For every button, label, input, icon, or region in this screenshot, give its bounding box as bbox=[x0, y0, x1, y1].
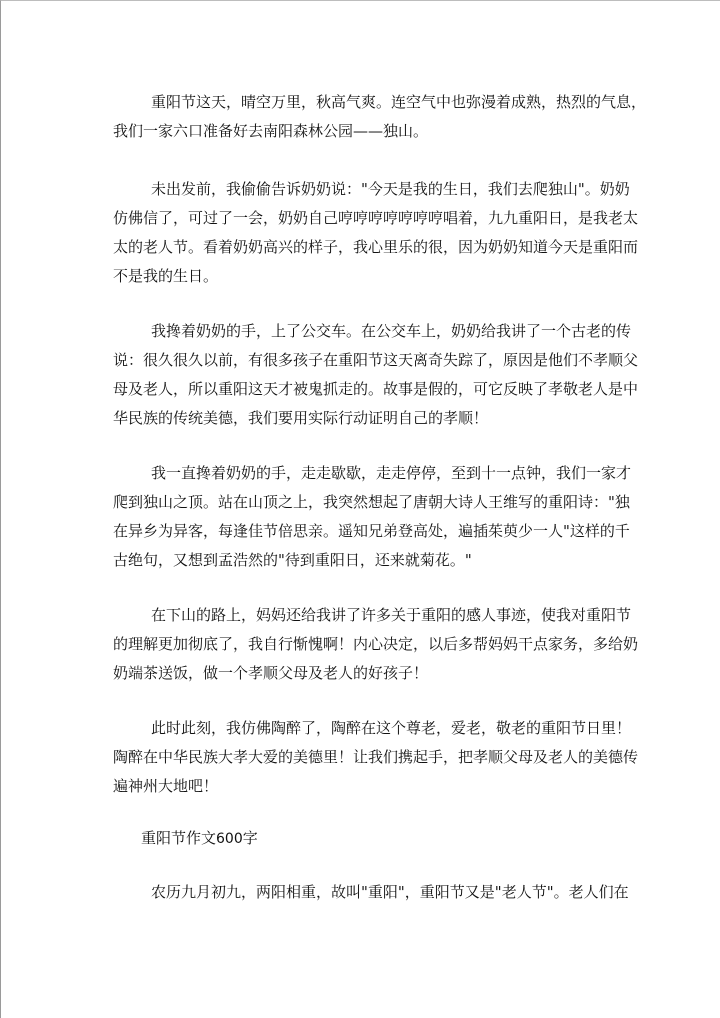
paragraph-line: 我搀着奶奶的手，上了公交车。在公交车上，奶奶给我讲了一个古老的传 bbox=[151, 322, 632, 340]
paragraph-line: 华民族的传统美德，我们要用实际行动证明自己的孝顺！ bbox=[113, 409, 489, 427]
paragraph-4 bbox=[113, 459, 632, 575]
paragraph-3 bbox=[113, 317, 639, 433]
paragraph-6 bbox=[113, 714, 639, 801]
paragraph-1 bbox=[113, 88, 647, 146]
heading-number: 600 bbox=[216, 831, 243, 847]
section-heading bbox=[141, 827, 258, 850]
paragraph-line: 母及老人，所以重阳这天才被鬼抓走的。故事是假的，可它反映了孝敬老人是中 bbox=[113, 380, 639, 398]
paragraph-line: 在下山的路上，妈妈还给我讲了许多关于重阳的感人事迹，使我对重阳节 bbox=[151, 606, 632, 624]
paragraph-line: 重阳节这天，晴空万里，秋高气爽。连空气中也弥漫着成熟，热烈的气息， bbox=[151, 93, 647, 111]
paragraph-2 bbox=[113, 175, 639, 291]
paragraph-5 bbox=[113, 601, 639, 688]
heading-suffix: 字 bbox=[242, 829, 258, 847]
paragraph-line: 爬到独山之顶。站在山顶之上，我突然想起了唐朝大诗人王维写的重阳诗："独 bbox=[113, 493, 630, 511]
paragraph-line: 说：很久很久以前，有很多孩子在重阳节这天离奇失踪了，原因是他们不孝顺父 bbox=[113, 351, 639, 369]
heading-prefix: 重阳节作文 bbox=[141, 829, 217, 847]
paragraph-line: 此时此刻，我仿佛陶醉了，陶醉在这个尊老，爱老，敬老的重阳节日里！ bbox=[151, 719, 632, 737]
paragraph-7 bbox=[113, 878, 629, 907]
paragraph-line: 我们一家六口准备好去南阳森林公园——独山。 bbox=[113, 122, 429, 140]
paragraph-line: 太的老人节。看着奶奶高兴的样子，我心里乐的很，因为奶奶知道今天是重阳而 bbox=[113, 238, 639, 256]
paragraph-line: 奶端茶送饭，做一个孝顺父母及老人的好孩子！ bbox=[113, 664, 429, 682]
paragraph-line: 农历九月初九，两阳相重，故叫"重阳"，重阳节又是"老人节"。老人们在 bbox=[151, 883, 629, 901]
paragraph-line: 我一直搀着奶奶的手，走走歇歇，走走停停，至到十一点钟，我们一家才 bbox=[151, 464, 632, 482]
paragraph-line: 遍神州大地吧！ bbox=[113, 777, 219, 795]
paragraph-line: 未出发前，我偷偷告诉奶奶说："今天是我的生日，我们去爬独山"。奶奶 bbox=[151, 180, 630, 198]
paragraph-line: 古绝句，又想到孟浩然的"待到重阳日，还来就菊花。" bbox=[113, 551, 472, 569]
paragraph-line: 的理解更加彻底了，我自行惭愧啊！内心决定，以后多帮妈妈干点家务，多给奶 bbox=[113, 635, 639, 653]
paragraph-line: 仿佛信了，可过了一会，奶奶自己哼哼哼哼哼哼哼唱着，九九重阳日，是我老太 bbox=[113, 209, 639, 227]
paragraph-line: 在异乡为异客，每逢佳节倍思亲。遥知兄弟登高处，遍插茱萸少一人"这样的千 bbox=[113, 522, 630, 540]
paragraph-line: 陶醉在中华民族大孝大爱的美德里！让我们携起手，把孝顺父母及老人的美德传 bbox=[113, 748, 639, 766]
paragraph-line: 不是我的生日。 bbox=[113, 267, 219, 285]
